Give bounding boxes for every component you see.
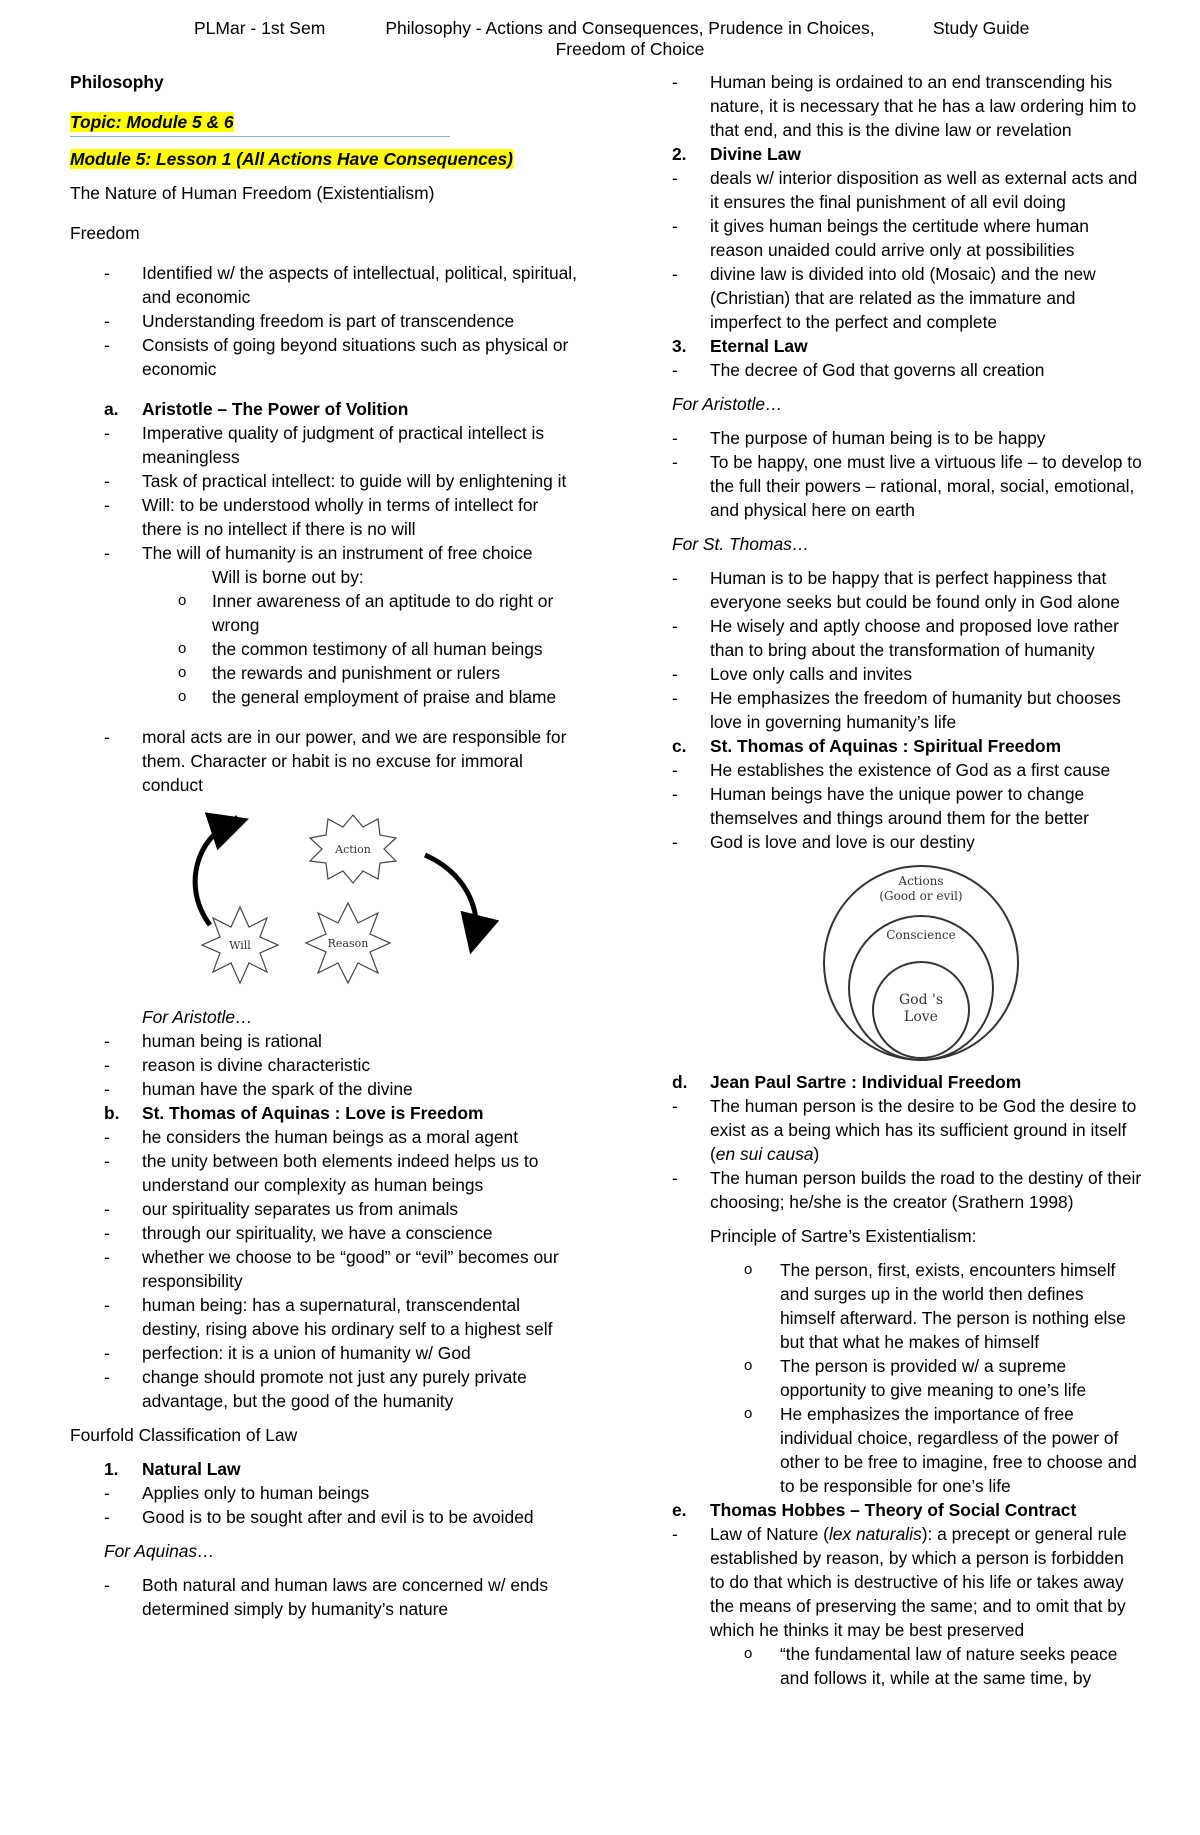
list-item: - Human beings have the unique power to change themselves and things around them for the better [672, 784, 1089, 828]
for-aristotle-label-right: For Aristotle… [672, 394, 783, 414]
action-cycle-diagram [70, 805, 580, 1005]
freedom-heading: Freedom [70, 223, 140, 243]
list-item: - Identified w/ the aspects of intellectual, political, spiritual, and economic [104, 263, 577, 307]
list-item: - Good is to be sought after and evil is to be avoided [104, 1507, 534, 1527]
left-column [70, 70, 580, 1621]
list-item: - The human person is the desire to be God the desire to exist as a being which has its sufficient ground in itself (en sui causa) [672, 1096, 1137, 1164]
list-item: - Love only calls and invites [672, 664, 913, 684]
list-item: - Consists of going beyond situations such as physical or economic [104, 335, 569, 379]
good-evil-label: (Good or evil) [879, 889, 963, 903]
list-item: - the unity between both elements indeed helps us to understand our complexity as human beings [104, 1151, 539, 1195]
list-item: - Task of practical intellect: to guide will by enlightening it [104, 471, 567, 491]
list-item: - The will of humanity is an instrument of free choice [104, 543, 533, 563]
doc-title: Philosophy [70, 72, 164, 92]
list-item: - The purpose of human being is to be happy [672, 428, 1046, 448]
list-item: - human being: has a supernatural, transcendental destiny, rising above his ordinary self to a highest self [104, 1295, 553, 1339]
list-item: - it gives human beings the certitude where human reason unaided could arrive only at possibilities [672, 216, 1089, 260]
sub-list-item: o He emphasizes the importance of free individual choice, regardless of the power of other to be free to imagine, free to choose and to be responsible for one’s life [744, 1404, 1137, 1496]
list-item: - He wisely and aptly choose and proposed love rather than to bring about the transformation of humanity [672, 616, 1119, 660]
header-center-line1: Philosophy - Actions and Consequences, Prudence in Choices, [385, 18, 875, 38]
list-item: - divine law is divided into old (Mosaic) and the new (Christian) that are related as the immature and imperfect to the perfect and complete [672, 264, 1096, 332]
list-item: - deals w/ interior disposition as well as external acts and it ensures the final punishment of all evil doing [672, 168, 1138, 212]
list-item: - Human being is ordained to an end transcending his nature, it is necessary that he has a law ordering him to that end, and this is the divine law or revelation [672, 72, 1137, 140]
sub-list-item: o The person is provided w/ a supreme opportunity to give meaning to one’s life [744, 1356, 1087, 1400]
will-label: Will [229, 939, 251, 952]
list-item: - God is love and love is our destiny [672, 832, 975, 852]
section-a-heading: a. Aristotle – The Power of Volition [104, 399, 409, 419]
list-item: - perfection: it is a union of humanity w/ God [104, 1343, 471, 1363]
list-item: - change should promote not just any purely private advantage, but the good of the humanity [104, 1367, 527, 1411]
list-item: - To be happy, one must live a virtuous life – to develop to the full their powers – rational, moral, social, emotional, and physical here on earth [672, 452, 1142, 520]
sub-list-item: o “the fundamental law of nature seeks peace and follows it, while at the same time, by [744, 1644, 1118, 1688]
will-borne-label: Will is borne out by: [212, 567, 364, 587]
love-label: Love [904, 1009, 938, 1025]
nature-heading: The Nature of Human Freedom (Existentialism) [70, 183, 435, 203]
sub-list-item: o The person, first, exists, encounters himself and surges up in the world then defines himself afterward. The person is nothing else but that what he makes of himself [744, 1260, 1126, 1352]
list-item: - human have the spark of the divine [104, 1079, 413, 1099]
conscience-label: Conscience [886, 928, 956, 942]
actions-label: Actions [898, 874, 944, 888]
module-line: Module 5: Lesson 1 (All Actions Have Consequences) [70, 149, 513, 169]
list-item: - Law of Nature (lex naturalis): a precept or general rule established by reason, by which a person is forbidden to do that which is destructive of his life or takes away the means of preserving the same; and to omit that by which he thinks it may be best preserved [672, 1524, 1127, 1640]
list-item: - He emphasizes the freedom of humanity but chooses love in governing humanity’s life [672, 688, 1121, 732]
header-center-line2: Freedom of Choice [555, 39, 705, 59]
list-item: - he considers the human beings as a moral agent [104, 1127, 519, 1147]
for-thomas-label: For St. Thomas… [672, 534, 810, 554]
list-item: - The human person builds the road to the destiny of their choosing; he/she is the creator (Srathern 1998) [672, 1168, 1142, 1212]
list-item: - Applies only to human beings [104, 1483, 370, 1503]
list-item: - Will: to be understood wholly in terms of intellect for there is no intellect if there is no will [104, 495, 539, 539]
topic-line: Topic: Module 5 & 6 [70, 112, 234, 132]
natural-law-heading: 1. Natural Law [104, 1459, 241, 1479]
arrow-will-to-action [195, 825, 230, 925]
action-label: Action [335, 843, 371, 856]
section-d-heading: d. Jean Paul Sartre : Individual Freedom [672, 1072, 1022, 1092]
divider [70, 136, 450, 137]
header-left: PLMar - 1st Sem [194, 18, 326, 38]
list-item: - Understanding freedom is part of transcendence [104, 311, 515, 331]
right-column [672, 70, 1142, 1690]
sub-list-item: o the rewards and punishment or rulers [178, 663, 501, 683]
eternal-law-heading: 3. Eternal Law [672, 336, 808, 356]
sub-list-item: o Inner awareness of an aptitude to do right or wrong [178, 591, 554, 635]
list-item: - The decree of God that governs all creation [672, 360, 1045, 380]
sub-list-item: o the general employment of praise and blame [178, 687, 557, 707]
list-item: - Imperative quality of judgment of practical intellect is meaningless [104, 423, 545, 467]
gods-label: God 's [898, 992, 944, 1008]
list-item: - through our spirituality, we have a conscience [104, 1223, 493, 1243]
sub-list-item: o the common testimony of all human beings [178, 639, 543, 659]
section-c-heading: c. St. Thomas of Aquinas : Spiritual Freedom [672, 736, 1062, 756]
header-right: Study Guide [933, 18, 1030, 38]
list-item: - reason is divine characteristic [104, 1055, 371, 1075]
list-item: - He establishes the existence of God as a first cause [672, 760, 1111, 780]
for-aristotle-label: For Aristotle… [142, 1007, 253, 1027]
concentric-circles-diagram [672, 860, 1142, 1070]
list-item: - Human is to be happy that is perfect happiness that everyone seeks but could be found only in God alone [672, 568, 1120, 612]
list-item: - moral acts are in our power, and we are responsible for them. Character or habit is no excuse for immoral conduct [104, 727, 567, 795]
list-item: - whether we choose to be “good” or “evil” becomes our responsibility [104, 1247, 559, 1291]
list-item: - Both natural and human laws are concerned w/ ends determined simply by humanity’s nature [104, 1575, 549, 1619]
fourfold-heading: Fourfold Classification of Law [70, 1425, 298, 1445]
header-center [380, 18, 880, 60]
reason-label: Reason [327, 937, 369, 950]
divine-law-heading: 2. Divine Law [672, 144, 801, 164]
principle-heading: Principle of Sartre’s Existentialism: [710, 1226, 977, 1246]
section-e-heading: e. Thomas Hobbes – Theory of Social Contract [672, 1500, 1077, 1520]
arrow-action-to-reason [425, 855, 476, 935]
list-item: - our spirituality separates us from animals [104, 1199, 459, 1219]
list-item: - human being is rational [104, 1031, 322, 1051]
section-b-heading: b. St. Thomas of Aquinas : Love is Freedom [104, 1103, 484, 1123]
for-aquinas-label: For Aquinas… [104, 1541, 215, 1561]
